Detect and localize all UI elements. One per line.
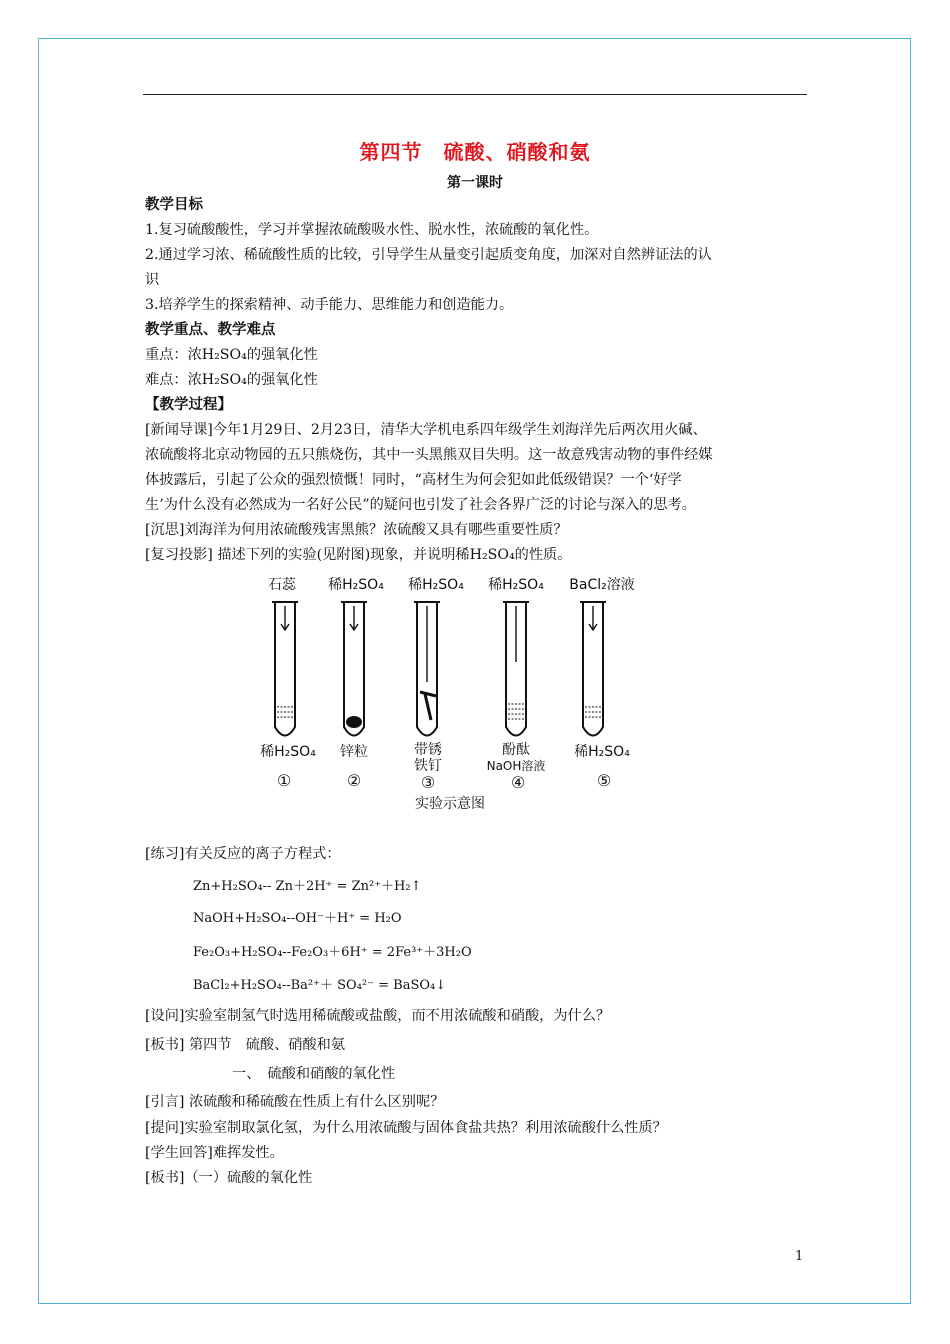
test-tube-3 xyxy=(414,602,440,736)
bottom-label-4: 酚酞 xyxy=(502,742,530,758)
test-tube-4 xyxy=(503,602,529,736)
experiment-figure xyxy=(250,572,650,818)
header-rule xyxy=(143,94,807,95)
goal-3: 3.培养学生的探索精神、动手能力、思维能力和创造能力。 xyxy=(145,297,514,313)
answer-line: [学生回答]难挥发性。 xyxy=(145,1145,284,1161)
number-2: ② xyxy=(346,771,362,790)
news-line-4: 生’为什么没有必然成为一名好公民”的疑问也引发了社会各界广泛的讨论与深入的思考。 xyxy=(145,497,696,513)
page-title: 第四节 硫酸、硝酸和氨 xyxy=(359,140,591,164)
intro-line: [引言] 浓硫酸和稀硫酸在性质上有什么区别呢？ xyxy=(145,1094,445,1110)
goal-2-line-1: 2.通过学习浓、稀硫酸性质的比较，引导学生从量变引起质变角度，加深对自然辨证法的认 xyxy=(145,247,712,263)
top-label-1: 石蕊 xyxy=(268,577,296,593)
bottom-label-2: 锌粒 xyxy=(340,744,368,760)
top-label-2: 稀H₂SO₄ xyxy=(328,577,384,593)
equation-2: NaOH+H₂SO₄--OH⁻＋H⁺ = H₂O xyxy=(193,911,402,926)
key-heading: 教学重点、教学难点 xyxy=(145,322,276,338)
test-tube-1 xyxy=(272,602,298,736)
news-line-3: 体披露后，引起了公众的强烈愤慨！同时，“高材生为何会犯如此低级错误？一个‘好学 xyxy=(145,472,682,488)
number-1: ① xyxy=(276,771,292,790)
exercise-line: [练习]有关反应的离子方程式： xyxy=(145,846,341,862)
equation-4: BaCl₂+H₂SO₄--Ba²⁺＋ SO₄²⁻ = BaSO₄↓ xyxy=(193,978,447,993)
news-line-2: 浓硫酸将北京动物园的五只熊烧伤，其中一头黑熊双目失明。这一故意残害动物的事件经媒 xyxy=(145,447,713,463)
number-4: ④ xyxy=(510,773,526,792)
board-line-1: [板书] 第四节 硫酸、硝酸和氨 xyxy=(145,1037,346,1053)
board-subheading: 一、 硫酸和硝酸的氧化性 xyxy=(232,1066,396,1082)
top-label-3: 稀H₂SO₄ xyxy=(408,577,464,593)
ask-line: [提问]实验室制取氯化氢，为什么用浓硫酸与固体食盐共热？利用浓硫酸什么性质？ xyxy=(145,1120,667,1136)
goals-heading: 教学目标 xyxy=(145,197,203,213)
bottom-label-4b: NaOH溶液 xyxy=(486,759,546,773)
news-line-1: [新闻导课]今年1月29日、2月23日，清华大学机电系四年级学生刘海洋先后两次用火碱、 xyxy=(145,422,707,438)
equation-1: Zn+H₂SO₄-- Zn＋2H⁺ = Zn²⁺＋H₂↑ xyxy=(193,879,422,894)
board-line-2: [板书]（一）硫酸的氧化性 xyxy=(145,1170,313,1186)
number-3: ③ xyxy=(420,773,436,792)
bottom-label-1: 稀H₂SO₄ xyxy=(260,744,316,760)
question-line: [设问]实验室制氢气时选用稀硫酸或盐酸，而不用浓硫酸和硝酸，为什么？ xyxy=(145,1008,611,1024)
top-label-5: BaCl₂溶液 xyxy=(569,577,635,593)
think-line: [沉思]刘海洋为何用浓硫酸残害黑熊？浓硫酸又具有哪些重要性质？ xyxy=(145,522,568,538)
goal-2-line-2: 识 xyxy=(145,272,160,288)
bottom-label-3: 带锈 xyxy=(414,742,442,758)
lesson-subtitle: 第一课时 xyxy=(447,175,503,191)
difficulty-point: 难点：浓H₂SO₄的强氧化性 xyxy=(145,372,318,388)
number-5: ⑤ xyxy=(596,771,612,790)
goal-1: 1.复习硫酸酸性，学习并掌握浓硫酸吸水性、脱水性，浓硫酸的氧化性。 xyxy=(145,222,599,238)
page-number: 1 xyxy=(795,1249,804,1264)
test-tube-5 xyxy=(580,602,606,736)
key-point: 重点：浓H₂SO₄的强氧化性 xyxy=(145,347,318,363)
bottom-label-5: 稀H₂SO₄ xyxy=(574,744,630,760)
process-heading: 【教学过程】 xyxy=(145,397,232,413)
equation-3: Fe₂O₃+H₂SO₄--Fe₂O₃＋6H⁺ = 2Fe³⁺＋3H₂O xyxy=(193,945,472,960)
figure-caption: 实验示意图 xyxy=(415,796,485,812)
test-tube-2 xyxy=(341,602,367,736)
bottom-label-3b: 铁钉 xyxy=(414,758,442,774)
review-line: [复习投影] 描述下列的实验(见附图)现象，并说明稀H₂SO₄的性质。 xyxy=(145,547,572,563)
top-label-4: 稀H₂SO₄ xyxy=(488,577,544,593)
